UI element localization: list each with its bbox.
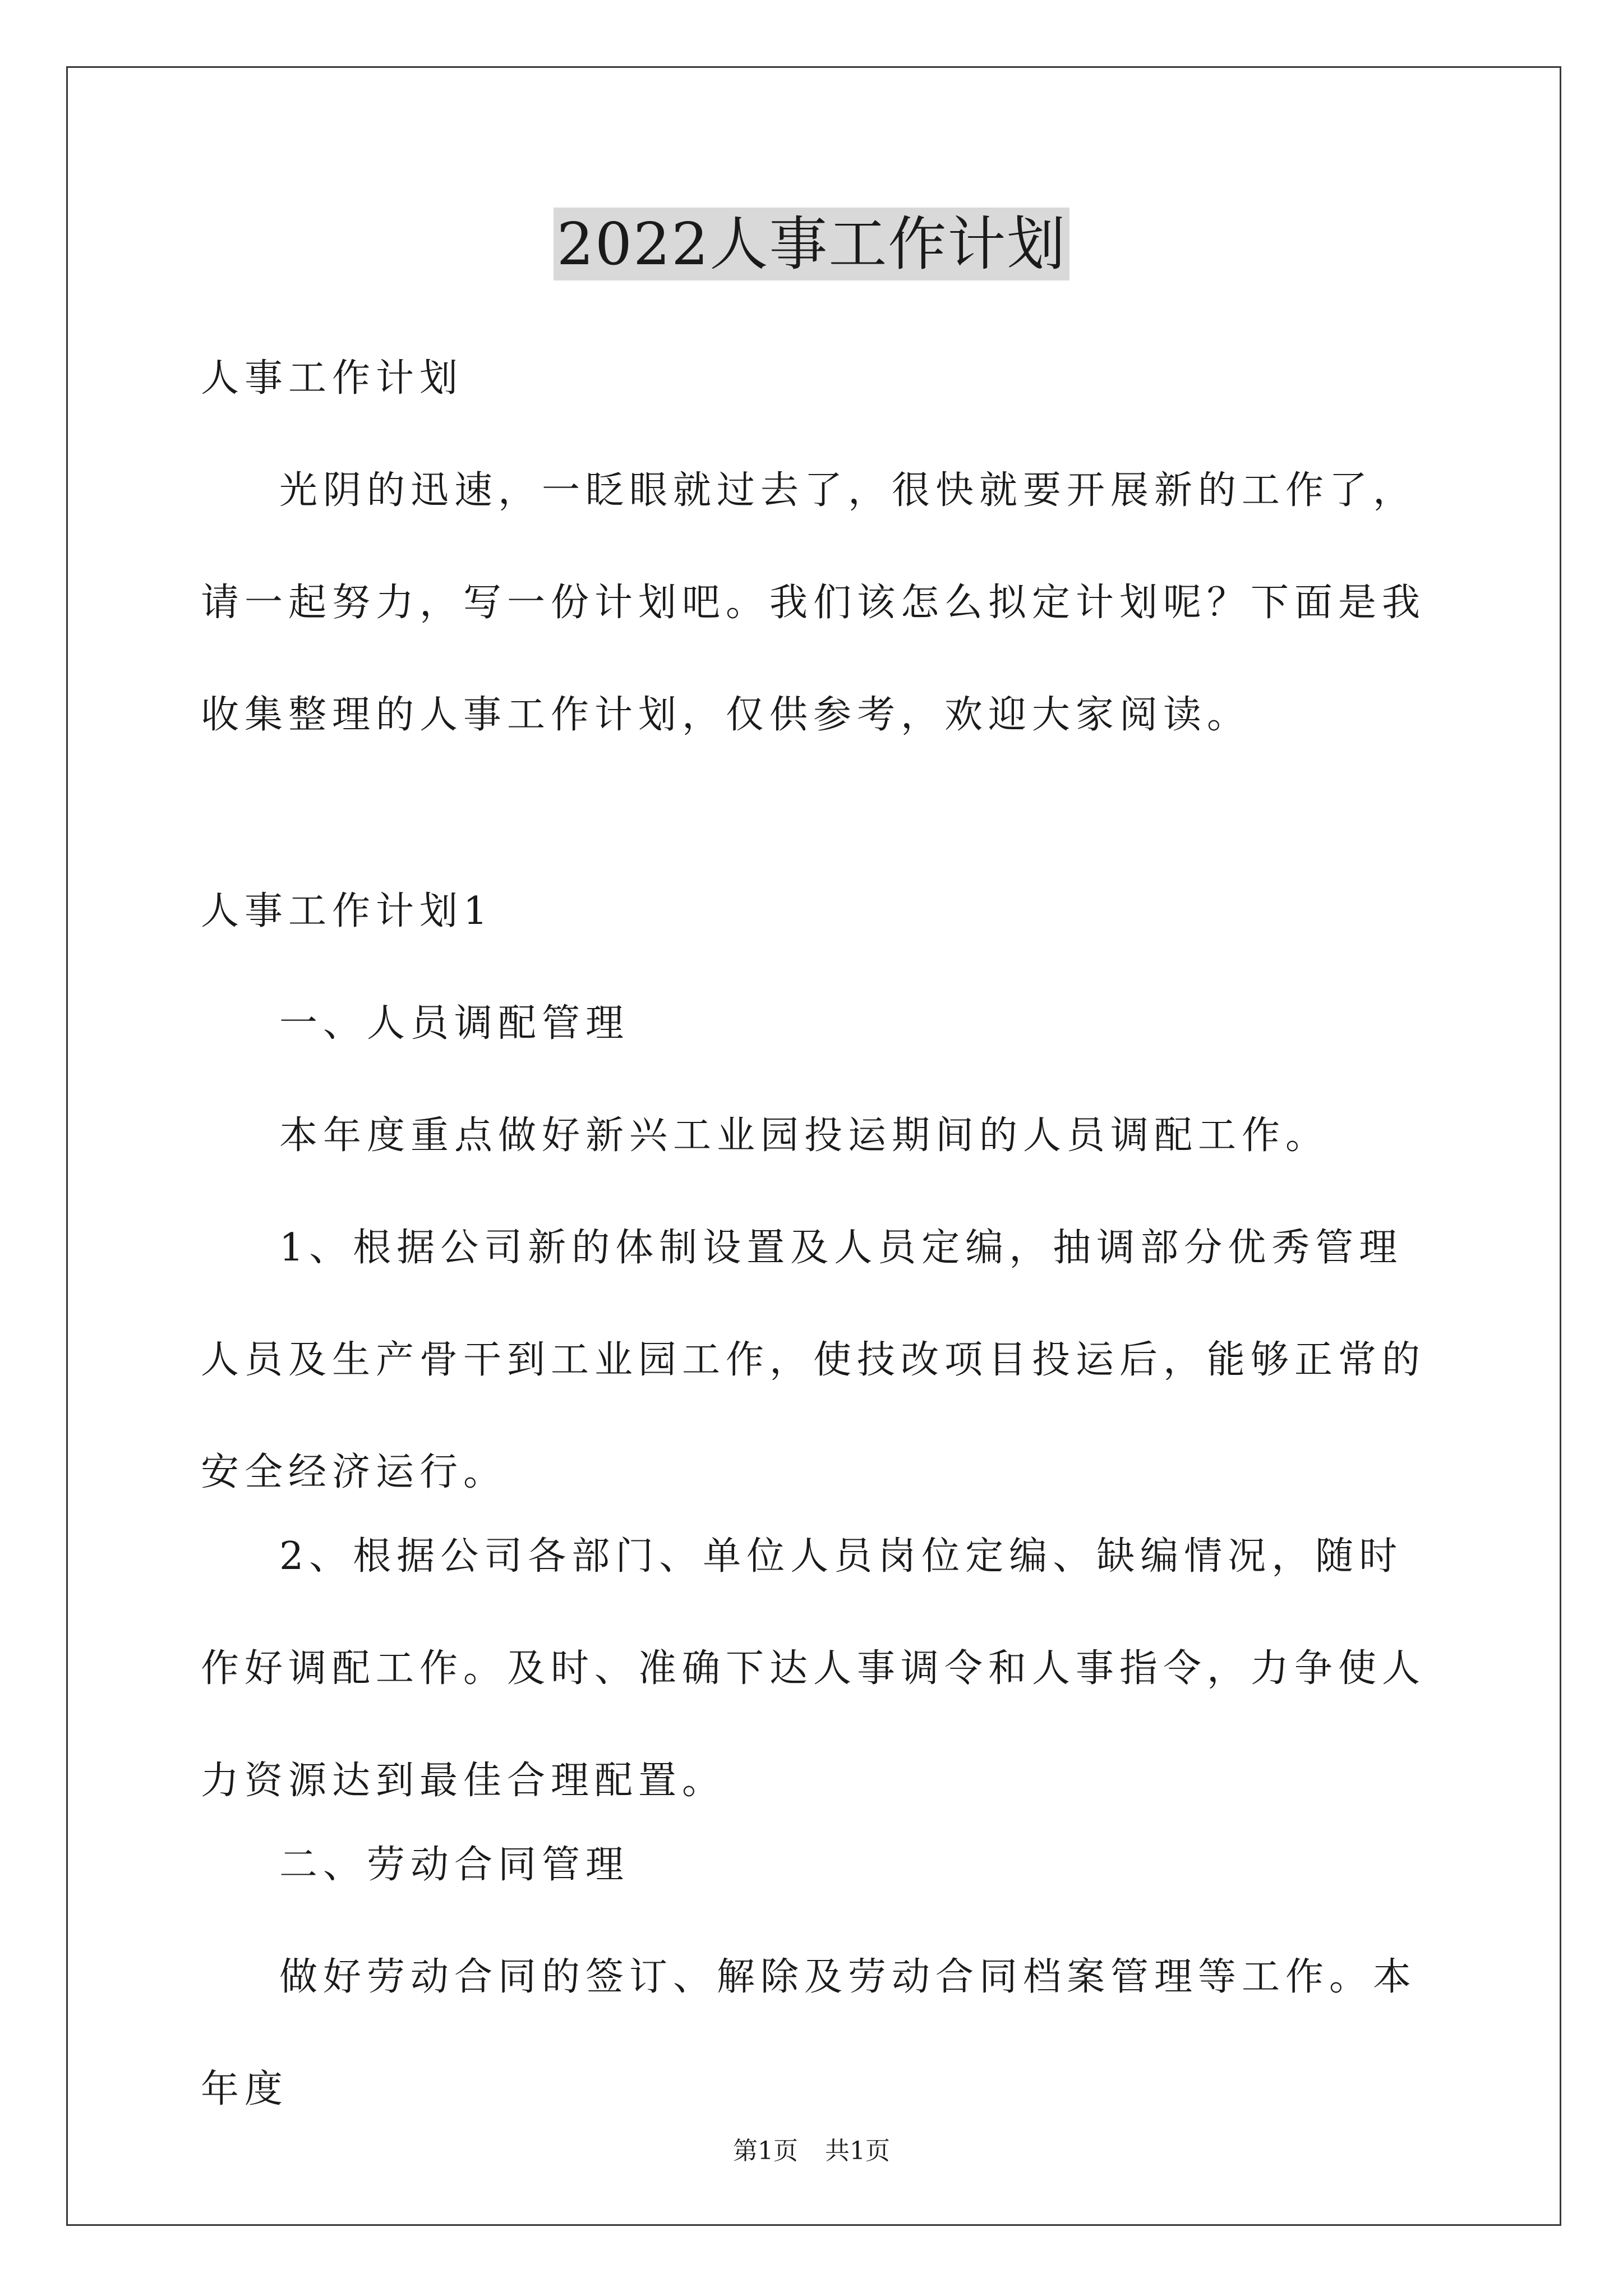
intro-paragraph: 光阴的迅速，一眨眼就过去了，很快就要开展新的工作了，请一起努力，写一份计划吧。我们该怎么拟定计划呢？下面是我收集整理的人事工作计划，仅供参考，欢迎大家阅读。 xyxy=(201,468,1426,737)
page-number-total: 共1页 xyxy=(825,2137,890,2165)
list-item-1: 1、根据公司新的体制设置及人员定编，抽调部分优秀管理人员及生产骨干到工业园工作，使技改项目投运后，能够正常的安全经济运行。 xyxy=(201,1226,1426,1494)
part-heading-1: 一、人员调配管理 xyxy=(279,1001,630,1046)
part1-paragraph: 本年度重点做好新兴工业园投运期间的人员调配工作。 xyxy=(279,1114,1330,1158)
document-title: 2022人事工作计划 xyxy=(554,208,1070,280)
title-container xyxy=(0,208,1623,280)
page-footer xyxy=(0,2134,1623,2168)
section-heading-1: 人事工作计划1 xyxy=(201,889,494,933)
page-number-current: 第1页 xyxy=(733,2137,798,2165)
part2-paragraph: 做好劳动合同的签订、解除及劳动合同档案管理等工作。本年度 xyxy=(201,1955,1417,2111)
part-heading-2: 二、劳动合同管理 xyxy=(279,1843,630,1887)
document-subtitle: 人事工作计划 xyxy=(201,356,464,401)
list-item-2: 2、根据公司各部门、单位人员岗位定编、缺编情况，随时作好调配工作。及时、准确下达人事调令和人事指令，力争使人力资源达到最佳合理配置。 xyxy=(201,1534,1426,1803)
